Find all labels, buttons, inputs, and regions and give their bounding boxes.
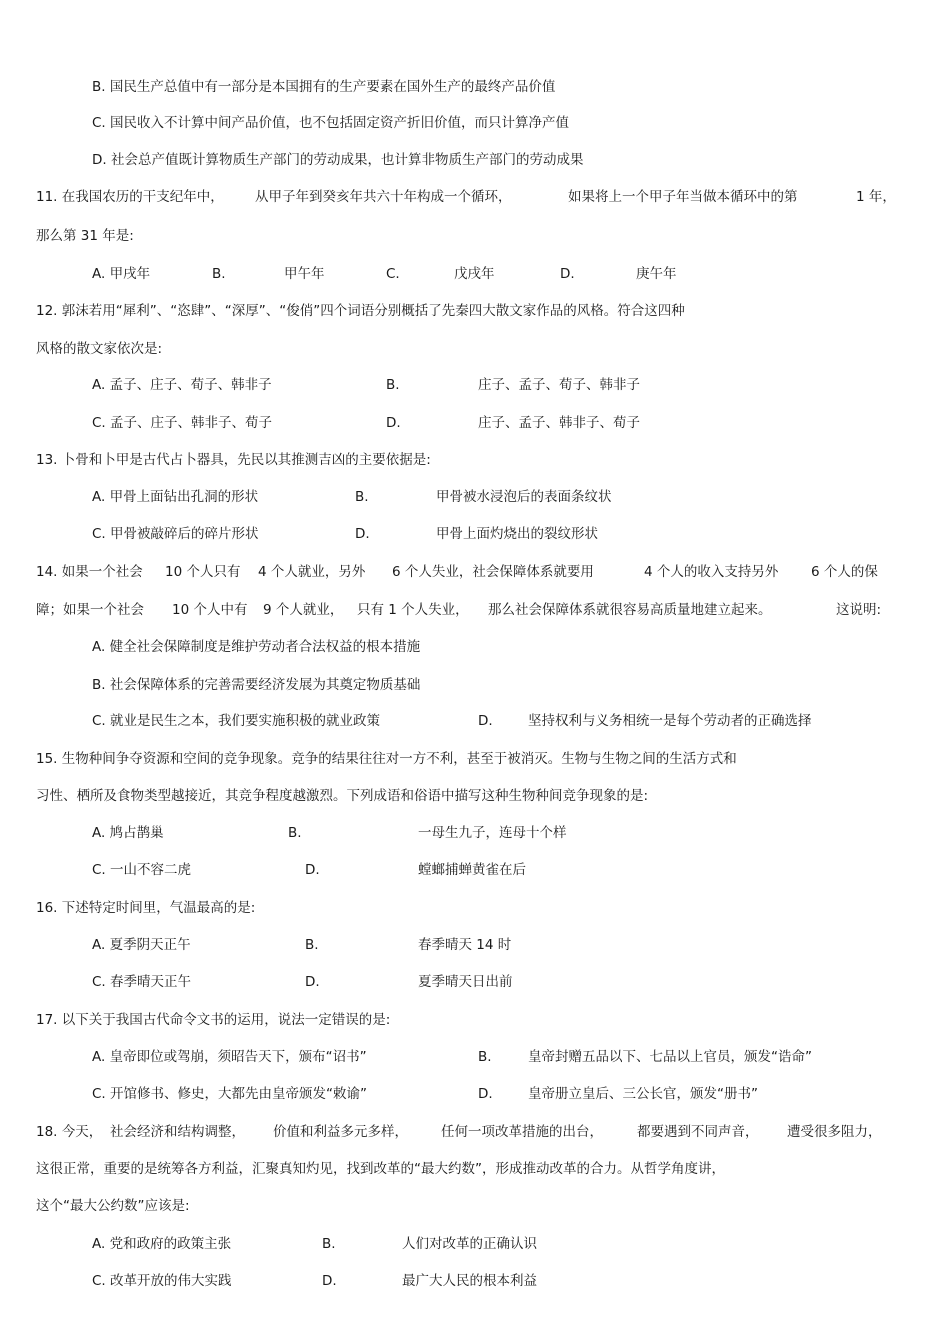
q11-option-c-letter: C. <box>386 266 400 282</box>
q18-stem-part: 18. 今天， <box>36 1124 103 1140</box>
q10-option-c: C. 国民收入不计算中间产品价值，也不包括固定资产折旧价值，而只计算净产值 <box>92 115 570 131</box>
q14-stem-part: 这说明: <box>836 602 882 618</box>
q15-stem-part: 习性、栖所及食物类型越接近，其竞争程度越激烈。下列成语和俗语中描写这种生物种间竞争现象的是: <box>36 788 649 804</box>
q14-stem-part: 14. 如果一个社会 <box>36 564 143 580</box>
q18-option-b-letter: B. <box>322 1236 336 1252</box>
q16-options-ab <box>0 934 950 956</box>
q14-stem-part: 6 个人失业，社会保障体系就要用 <box>392 564 594 580</box>
q15-stem-line-2 <box>0 785 950 807</box>
q11-option-d-letter: D. <box>560 266 575 282</box>
q18-stem-line-1 <box>0 1121 950 1143</box>
q12-option-b-letter: B. <box>386 377 400 393</box>
q14-option-c: C. 就业是民生之本，我们要实施积极的就业政策 <box>92 713 381 729</box>
q16-options-cd <box>0 971 950 993</box>
q12-options-cd <box>0 412 950 434</box>
q17-stem-line-1 <box>0 1009 950 1031</box>
q18-option-b: 人们对改革的正确认识 <box>402 1236 537 1252</box>
q14-stem-part: 那么社会保障体系就很容易高质量地建立起来。 <box>488 602 772 618</box>
q17-option-b: 皇帝封赠五品以下、七品以上官员，颁发“诰命” <box>528 1049 812 1065</box>
q11-stem-part: 1 年， <box>856 189 896 205</box>
q10-option-b-line <box>0 76 950 98</box>
q15-stem-part: 15. 生物种间争夺资源和空间的竞争现象。竞争的结果往往对一方不利，甚至于被消灭。生物与生物之间的生活方式和 <box>36 751 737 767</box>
q18-stem-line-2 <box>0 1158 950 1180</box>
q12-stem-part: 12. 郭沫若用“犀利”、“恣肆”、“深厚”、“俊俏”四个词语分别概括了先秦四大散文家作品的风格。符合这四种 <box>36 303 685 319</box>
q13-stem-part: 13. 卜骨和卜甲是古代占卜器具，先民以其推测吉凶的主要依据是: <box>36 452 431 468</box>
q11-stem-part: 那么第 31 年是: <box>36 228 134 244</box>
q12-options-ab <box>0 374 950 396</box>
q18-option-c: C. 改革开放的伟大实践 <box>92 1273 232 1289</box>
q14-option-a-line <box>0 636 950 658</box>
q13-option-b: 甲骨被水浸泡后的表面条纹状 <box>436 489 612 505</box>
q15-options-cd <box>0 859 950 881</box>
q16-option-d: 夏季晴天日出前 <box>418 974 513 990</box>
q15-option-d-letter: D. <box>305 862 320 878</box>
q17-option-c: C. 开馆修书、修史，大都先由皇帝颁发“敕谕” <box>92 1086 367 1102</box>
q15-option-a: A. 鸠占鹊巢 <box>92 825 164 841</box>
q15-option-b: 一母生九子，连母十个样 <box>418 825 567 841</box>
q13-option-b-letter: B. <box>355 489 369 505</box>
q10-option-b: B. 国民生产总值中有一部分是本国拥有的生产要素在国外生产的最终产品价值 <box>92 79 556 95</box>
q11-option-b: 甲午年 <box>284 266 325 282</box>
q11-stem-part: 从甲子年到癸亥年共六十年构成一个循环， <box>255 189 512 205</box>
q17-option-d-letter: D. <box>478 1086 493 1102</box>
q14-option-b-line <box>0 674 950 696</box>
q17-option-d: 皇帝册立皇后、三公长官，颁发“册书” <box>528 1086 758 1102</box>
q14-stem-line-2 <box>0 599 950 621</box>
q14-option-d-letter: D. <box>478 713 493 729</box>
q15-option-d: 螳螂捕蝉黄雀在后 <box>418 862 526 878</box>
q12-stem-line-1 <box>0 300 950 322</box>
q10-option-d: D. 社会总产值既计算物质生产部门的劳动成果，也计算非物质生产部门的劳动成果 <box>92 152 584 168</box>
q11-stem-part: 如果将上一个甲子年当做本循环中的第 <box>568 189 798 205</box>
q18-stem-part: 价值和利益多元多样， <box>273 1124 408 1140</box>
q13-option-d: 甲骨上面灼烧出的裂纹形状 <box>436 526 598 542</box>
q12-option-d-letter: D. <box>386 415 401 431</box>
q11-stem-line-2 <box>0 225 950 247</box>
q11-option-d: 庚午年 <box>636 266 677 282</box>
q12-option-c: C. 孟子、庄子、韩非子、荀子 <box>92 415 273 431</box>
q11-option-b-letter: B. <box>212 266 226 282</box>
q18-option-d-letter: D. <box>322 1273 337 1289</box>
q18-stem-part: 这很正常，重要的是统筹各方利益，汇聚真知灼见，找到改革的“最大约数”，形成推动改革的合力。从哲学角度讲， <box>36 1161 725 1177</box>
q14-option-a: A. 健全社会保障制度是维护劳动者合法权益的根本措施 <box>92 639 421 655</box>
q14-stem-part: 10 个人只有 <box>165 564 241 580</box>
q17-options-ab <box>0 1046 950 1068</box>
q16-stem-line-1 <box>0 897 950 919</box>
q11-option-c: 戊戌年 <box>454 266 495 282</box>
q16-stem-part: 16. 下述特定时间里，气温最高的是: <box>36 900 256 916</box>
q11-stem-line-1 <box>0 186 950 208</box>
q14-option-b: B. 社会保障体系的完善需要经济发展为其奠定物质基础 <box>92 677 421 693</box>
q12-stem-line-2 <box>0 338 950 360</box>
q12-option-d: 庄子、孟子、韩非子、荀子 <box>478 415 640 431</box>
q16-option-c: C. 春季晴天正午 <box>92 974 192 990</box>
q17-stem-part: 17. 以下关于我国古代命令文书的运用，说法一定错误的是: <box>36 1012 391 1028</box>
q18-stem-part: 任何一项改革措施的出台， <box>441 1124 603 1140</box>
q11-stem-part: 11. 在我国农历的干支纪年中， <box>36 189 224 205</box>
q18-stem-part: 这个“最大公约数”应该是: <box>36 1198 190 1214</box>
q14-options-cd <box>0 710 950 732</box>
q18-option-a: A. 党和政府的政策主张 <box>92 1236 232 1252</box>
q16-option-a: A. 夏季阴天正午 <box>92 937 191 953</box>
q10-option-c-line <box>0 112 950 134</box>
q18-stem-part: 遭受很多阻力， <box>787 1124 882 1140</box>
q14-stem-part: 4 个人就业，另外 <box>258 564 366 580</box>
q12-option-b: 庄子、孟子、荀子、韩非子 <box>478 377 640 393</box>
q12-option-a: A. 孟子、庄子、荀子、韩非子 <box>92 377 272 393</box>
q15-option-b-letter: B. <box>288 825 302 841</box>
q14-stem-part: 4 个人的收入支持另外 <box>644 564 779 580</box>
q14-stem-line-1 <box>0 561 950 583</box>
q18-stem-part: 都要遇到不同声音， <box>637 1124 759 1140</box>
q15-option-c: C. 一山不容二虎 <box>92 862 192 878</box>
q13-option-a: A. 甲骨上面钻出孔洞的形状 <box>92 489 259 505</box>
q17-option-b-letter: B. <box>478 1049 492 1065</box>
q12-stem-part: 风格的散文家依次是: <box>36 341 163 357</box>
q10-option-d-line <box>0 149 950 171</box>
q14-stem-part: 9 个人就业， <box>263 602 344 618</box>
q15-stem-line-1 <box>0 748 950 770</box>
q13-option-d-letter: D. <box>355 526 370 542</box>
q13-options-cd <box>0 523 950 545</box>
q13-stem-line-1 <box>0 449 950 471</box>
q11-options <box>0 263 950 285</box>
q17-options-cd <box>0 1083 950 1105</box>
q14-stem-part: 只有 1 个人失业， <box>357 602 469 618</box>
q14-stem-part: 10 个人中有 <box>172 602 248 618</box>
q18-stem-line-3 <box>0 1195 950 1217</box>
q18-options-ab <box>0 1233 950 1255</box>
q18-option-d: 最广大人民的根本利益 <box>402 1273 537 1289</box>
q17-option-a: A. 皇帝即位或驾崩，须昭告天下，颁布“诏书” <box>92 1049 367 1065</box>
q16-option-d-letter: D. <box>305 974 320 990</box>
q13-options-ab <box>0 486 950 508</box>
q16-option-b: 春季晴天 14 时 <box>418 937 512 953</box>
q18-options-cd <box>0 1270 950 1292</box>
q13-option-c: C. 甲骨被敲碎后的碎片形状 <box>92 526 259 542</box>
q14-option-d: 坚持权利与义务相统一是每个劳动者的正确选择 <box>528 713 812 729</box>
q16-option-b-letter: B. <box>305 937 319 953</box>
q11-option-a: A. 甲戌年 <box>92 266 151 282</box>
q14-stem-part: 6 个人的保 <box>811 564 878 580</box>
q15-options-ab <box>0 822 950 844</box>
q18-stem-part: 社会经济和结构调整， <box>110 1124 245 1140</box>
q14-stem-part: 障；如果一个社会 <box>36 602 144 618</box>
